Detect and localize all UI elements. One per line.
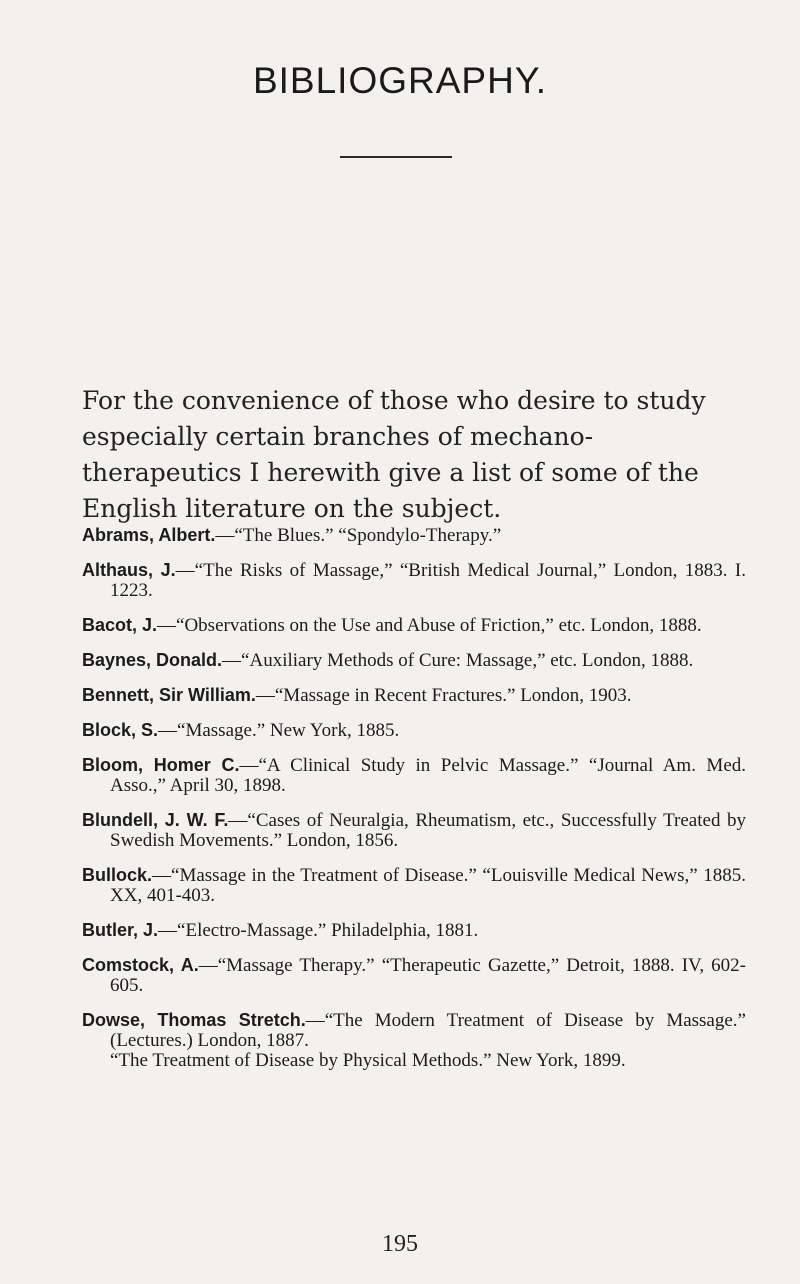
entry-text: —“The Risks of Massage,” “British Medical Journal,” London, 1883. I. 1223.	[110, 560, 746, 601]
entry-author: Abrams, Albert.	[82, 525, 216, 545]
bibliography-entry	[82, 525, 746, 546]
bibliography-entry	[82, 755, 746, 796]
page-number: 195	[382, 1231, 418, 1257]
entry-text: —“Massage.” New York, 1885.	[158, 720, 400, 741]
entry-text: —“The Blues.” “Spondylo-Therapy.”	[215, 525, 502, 546]
entry-text: —“A Clinical Study in Pelvic Massage.” “Journal Am. Med. Asso.,” April 30, 1898.	[110, 755, 747, 796]
entry-continuation: “The Treatment of Disease by Physical Methods.” New York, 1899.	[110, 1050, 626, 1071]
bibliography-entry	[82, 685, 746, 706]
bibliography-entry	[82, 865, 746, 906]
bibliography-list	[82, 525, 746, 1085]
entry-text: —“Electro-Massage.” Philadelphia, 1881.	[158, 920, 479, 941]
bibliography-entry	[82, 560, 746, 601]
entry-author: Bacot, J.	[82, 615, 158, 635]
bibliography-entry	[82, 920, 746, 941]
bibliography-entry	[82, 615, 746, 636]
bibliography-entry	[82, 1010, 746, 1071]
entry-author: Comstock, A.	[82, 955, 199, 975]
entry-text: —“Massage in Recent Fractures.” London, 1903.	[255, 685, 632, 706]
bibliography-entry	[82, 810, 746, 851]
page-heading: BIBLIOGRAPHY.	[252, 60, 548, 101]
entry-text: —“Observations on the Use and Abuse of Friction,” etc. London, 1888.	[157, 615, 702, 636]
entry-author: Bullock.	[82, 865, 153, 885]
bibliography-entry	[82, 720, 746, 741]
entry-author: Althaus, J.	[82, 560, 176, 580]
entry-author: Baynes, Donald.	[82, 650, 223, 670]
bibliography-entry	[82, 955, 746, 996]
entry-text: —“The Modern Treatment of Disease by Massage.” (Lectures.) London, 1887.	[110, 1010, 746, 1051]
entry-text: —“Massage in the Treatment of Disease.” “Louisville Medical News,” 1885. XX, 401-403.	[110, 865, 746, 906]
entry-author: Blundell, J. W. F.	[82, 810, 229, 830]
intro-paragraph: For the convenience of those who desire to study especially certain branches of mechano-therapeutics I herewith give a list of some of the English literature on the subject.	[82, 386, 706, 523]
entry-text: —“Cases of Neuralgia, Rheumatism, etc., Successfully Treated by Swedish Movements.” London, 1856.	[110, 810, 746, 851]
entry-author: Dowse, Thomas Stretch.	[82, 1010, 306, 1030]
entry-author: Bennett, Sir William.	[82, 685, 256, 705]
heading-rule	[340, 156, 452, 158]
bibliography-entry	[82, 650, 746, 671]
entry-author: Butler, J.	[82, 920, 159, 940]
entry-text: —“Massage Therapy.” “Therapeutic Gazette,” Detroit, 1888. IV, 602-605.	[110, 955, 746, 996]
entry-author: Bloom, Homer C.	[82, 755, 240, 775]
entry-text: —“Auxiliary Methods of Cure: Massage,” etc. London, 1888.	[222, 650, 694, 671]
entry-author: Block, S.	[82, 720, 159, 740]
